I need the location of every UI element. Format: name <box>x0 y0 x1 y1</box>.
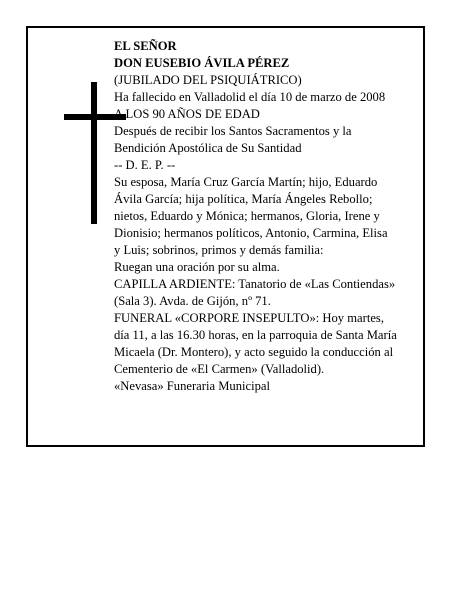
prayer-line: Ruegan una oración por su alma. <box>114 260 280 274</box>
family-line: nietos, Eduardo y Mónica; hermanos, Gloria, Irene y <box>114 209 380 223</box>
funeral-line: Micaela (Dr. Montero), y acto seguido la conducción al <box>114 345 394 359</box>
funeral-line: FUNERAL «CORPORE INSEPULTO»: Hoy martes, <box>114 311 384 325</box>
family-line: y Luis; sobrinos, primos y demás familia: <box>114 243 324 257</box>
age-line: A LOS 90 AÑOS DE EDAD <box>114 107 260 121</box>
family-line: Su esposa, María Cruz García Martín; hijo, Eduardo <box>114 175 378 189</box>
funeral-line: día 11, a las 16.30 horas, en la parroquia de Santa María <box>114 328 397 342</box>
deceased-title: EL SEÑOR <box>114 39 177 53</box>
chapel-line: (Sala 3). Avda. de Gijón, nº 71. <box>114 294 271 308</box>
sacraments-line: Después de recibir los Santos Sacramentos y la <box>114 124 352 138</box>
chapel-line: CAPILLA ARDIENTE: Tanatorio de «Las Contiendas» <box>114 277 396 291</box>
cross-vertical-bar <box>91 82 97 224</box>
family-line: Ávila García; hija política, María Ángeles Rebollo; <box>114 192 373 206</box>
deceased-occupation: (JUBILADO DEL PSIQUIÁTRICO) <box>114 73 302 87</box>
funeral-line: Cementerio de «El Carmen» (Valladolid). <box>114 362 325 376</box>
death-date-line: Ha fallecido en Valladolid el día 10 de marzo de 2008 <box>114 90 386 104</box>
obituary-text <box>114 38 424 395</box>
rip-line: -- D. E. P. -- <box>114 158 176 172</box>
funeral-home-line: «Nevasa» Funeraria Municipal <box>114 379 270 393</box>
deceased-name: DON EUSEBIO ÁVILA PÉREZ <box>114 56 290 70</box>
sacraments-line: Bendición Apostólica de Su Santidad <box>114 141 302 155</box>
family-line: Dionisio; hermanos políticos, Antonio, Carmina, Elisa <box>114 226 388 240</box>
